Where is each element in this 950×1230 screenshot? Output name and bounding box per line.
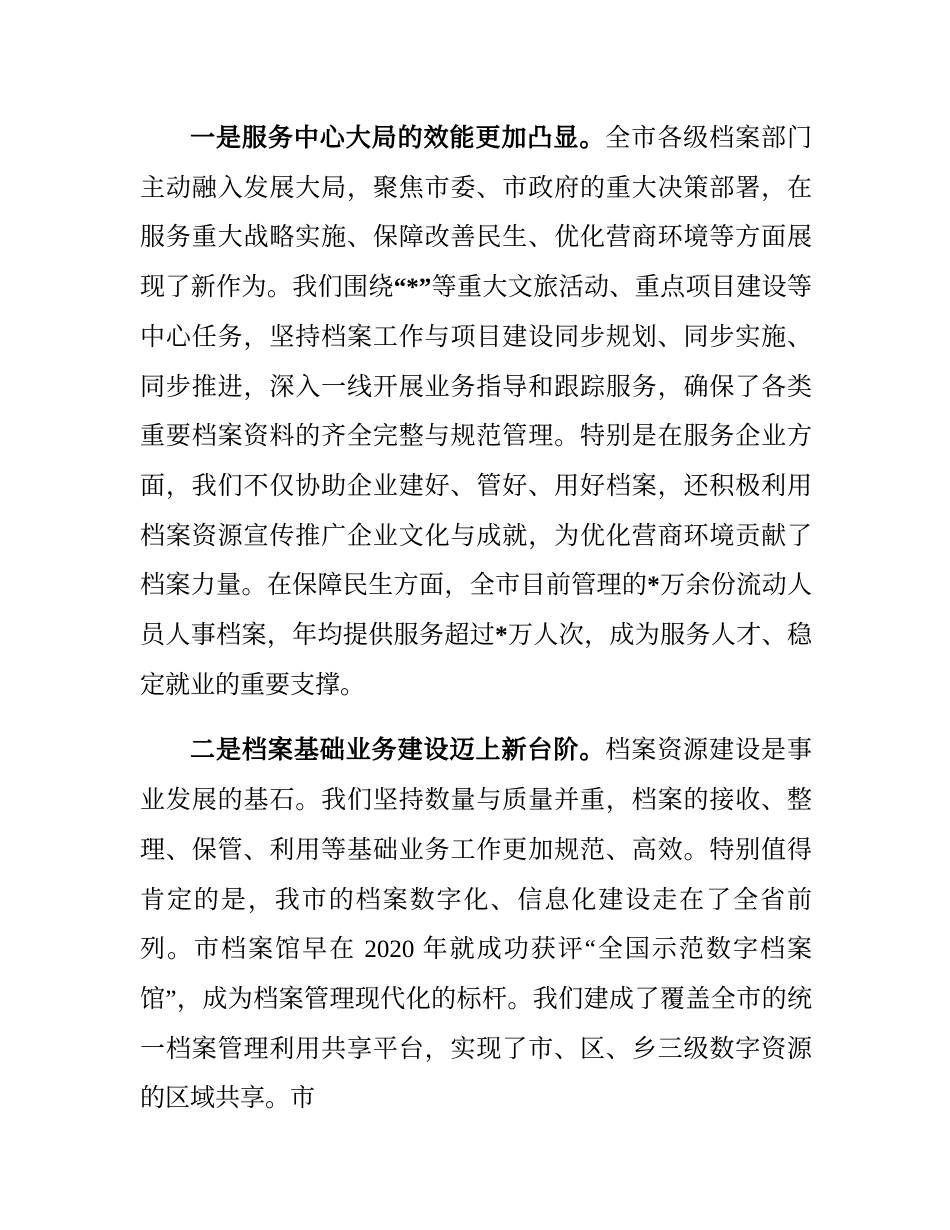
paragraph-2 — [140, 726, 812, 1124]
text-run: 档案资源建设是事业发展的基石。我们坚持数量与质量并重，档案的接收、整理、保管、利用等基础业务工作更加规范、高效。特别值得肯定的是，我市的档案数字化、信息化建设走在了全省前列。市档案馆早在 2020 年就成功获评“全国示范数字档案馆”，成为档案管理现代化的标杆。我们建成了覆盖全市的统一档案管理利用共享平台，实现了市、区、乡三级数字资源的区域共享。市 — [140, 737, 812, 1113]
paragraph-lead-heading: 一是服务中心大局的效能更加凸显。 — [190, 124, 606, 152]
text-run: 万人次，成为服务人才、稳定就业的重要支撑。 — [140, 622, 812, 699]
text-run: 全市各级档案部门主动融入发展大局，聚焦市委、市政府的重大决策部署，在服务重大战略实施、保障改善民生、优化营商环境等方面展现了新作为。我们围绕 — [140, 125, 812, 302]
paragraph-lead-heading: 二是档案基础业务建设迈上新台阶。 — [190, 736, 606, 765]
paragraph-1 — [140, 114, 812, 710]
text-run: * — [495, 622, 508, 650]
document-body — [140, 114, 812, 1124]
text-run: 等重大文旅活动、重点项目建设等中心任务，坚持档案工作与项目建设同步规划、同步实施、同步推进，深入一线开展业务指导和跟踪服务，确保了各类重要档案资料的齐全完整与规范管理。特别是在服务企业方面，我们不仅协助企业建好、管好、用好档案，还积极利用档案资源宣传推广企业文化与成就，为优化营商环境贡献了档案力量。在保障民生方面，全市目前管理的 — [140, 274, 812, 600]
text-run: “*” — [393, 274, 432, 302]
text-run: 万余份流动人员人事档案，年均提供服务超过 — [140, 572, 812, 650]
text-run: * — [647, 572, 660, 600]
